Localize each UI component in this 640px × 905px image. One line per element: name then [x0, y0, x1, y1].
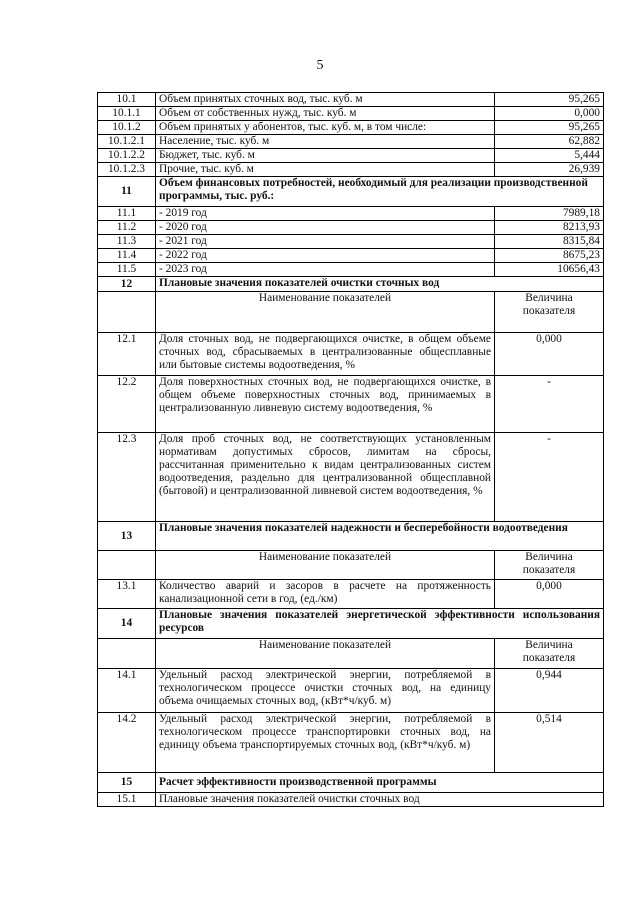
row-name: Доля сточных вод, не подвергающихся очистке, в общем объеме сточных вод, сбрасываемых в централизованные общесплавные или бытовые системы водоотведения, % — [156, 333, 495, 376]
row-number: 10.1.1 — [98, 107, 156, 121]
row-number: 10.1.2.3 — [98, 163, 156, 177]
row-value: 10656,43 — [495, 263, 604, 277]
row-name: - 2020 год — [156, 221, 495, 235]
column-header-name: Наименование показателей — [156, 292, 495, 333]
row-number: 14.2 — [98, 713, 156, 773]
table-row — [98, 93, 604, 107]
section-header-row — [98, 773, 604, 793]
row-value: 8675,23 — [495, 249, 604, 263]
row-value: 95,265 — [495, 121, 604, 135]
table-row — [98, 121, 604, 135]
section-number: 14 — [98, 609, 156, 639]
row-value: 8315,84 — [495, 235, 604, 249]
table-row — [98, 221, 604, 235]
column-header-row — [98, 292, 604, 333]
blank-cell — [98, 639, 156, 669]
row-name: Бюджет, тыс. куб. м — [156, 149, 495, 163]
row-value: 7989,18 — [495, 207, 604, 221]
blank-cell — [98, 292, 156, 333]
row-number: 11.1 — [98, 207, 156, 221]
row-number: 10.1 — [98, 93, 156, 107]
section-number: 13 — [98, 522, 156, 551]
row-number: 11.4 — [98, 249, 156, 263]
section-title: Объем финансовых потребностей, необходимый для реализации производственной программы, тыс. руб.: — [156, 177, 604, 207]
row-name: Объем принятых сточных вод, тыс. куб. м — [156, 93, 495, 107]
row-name: Количество аварий и засоров в расчете на протяженность канализационной сети в год, (ед./км) — [156, 580, 495, 609]
section-title: Плановые значения показателей надежности и бесперебойности водоотведения — [156, 522, 604, 551]
table-row — [98, 669, 604, 713]
row-name: Население, тыс. куб. м — [156, 135, 495, 149]
row-value: 62,882 — [495, 135, 604, 149]
table-row — [98, 135, 604, 149]
row-name: - 2023 год — [156, 263, 495, 277]
section-title: Плановые значения показателей очистки сточных вод — [156, 277, 604, 292]
table-row — [98, 235, 604, 249]
row-value: - — [495, 433, 604, 522]
table-row — [98, 376, 604, 433]
section-number: 11 — [98, 177, 156, 207]
row-value: 8213,93 — [495, 221, 604, 235]
row-name: Доля проб сточных вод, не соответствующих установленным нормативам допустимых сбросов, лимитам на сбросы, рассчитанная применительно к видам централизованных систем водоотведения, раздельно для централизованной общесплавной (бытовой) и централизованной ливневой систем водоотведения, % — [156, 433, 495, 522]
table-row — [98, 333, 604, 376]
row-value: 95,265 — [495, 93, 604, 107]
production-program-table — [97, 92, 604, 807]
row-value: 26,939 — [495, 163, 604, 177]
table-row — [98, 793, 604, 807]
row-value: 0,944 — [495, 669, 604, 713]
row-name: Прочие, тыс. куб. м — [156, 163, 495, 177]
row-number: 12.3 — [98, 433, 156, 522]
section-number: 15 — [98, 773, 156, 793]
section-number: 12 — [98, 277, 156, 292]
row-name: Объем от собственных нужд, тыс. куб. м — [156, 107, 495, 121]
page-number: 5 — [316, 58, 324, 73]
row-value: 5,444 — [495, 149, 604, 163]
table-row — [98, 207, 604, 221]
row-number: 11.2 — [98, 221, 156, 235]
section-header-row — [98, 522, 604, 551]
row-value: 0,000 — [495, 580, 604, 609]
column-header-name: Наименование показателей — [156, 639, 495, 669]
row-name: Объем принятых у абонентов, тыс. куб. м, в том числе: — [156, 121, 495, 135]
section-title: Плановые значения показателей энергетической эффективности использования ресурсов — [156, 609, 604, 639]
row-name: Удельный расход электрической энергии, потребляемой в технологическом процессе очистки сточных вод, на единицу объема очищаемых сточных вод, (кВт*ч/куб. м) — [156, 669, 495, 713]
row-number: 15.1 — [98, 793, 156, 807]
row-value: 0,000 — [495, 107, 604, 121]
table-row — [98, 163, 604, 177]
table-row — [98, 713, 604, 773]
row-name: Доля поверхностных сточных вод, не подвергающихся очистке, в общем объеме поверхностных сточных вод, принимаемых в централизованную ливневую систему водоотведения, % — [156, 376, 495, 433]
row-name: - 2021 год — [156, 235, 495, 249]
row-number: 10.1.2.1 — [98, 135, 156, 149]
row-number: 12.2 — [98, 376, 156, 433]
row-name: - 2022 год — [156, 249, 495, 263]
section-header-row — [98, 609, 604, 639]
row-number: 12.1 — [98, 333, 156, 376]
row-number: 14.1 — [98, 669, 156, 713]
blank-cell — [98, 551, 156, 580]
row-number: 13.1 — [98, 580, 156, 609]
column-header-row — [98, 639, 604, 669]
table-row — [98, 263, 604, 277]
section-header-row — [98, 277, 604, 292]
column-header-value: Величина показателя — [495, 639, 604, 669]
row-number: 11.3 — [98, 235, 156, 249]
row-name: Удельный расход электрической энергии, потребляемой в технологическом процессе транспортировки сточных вод, на единицу объема транспортируемых сточных вод, (кВт*ч/куб. м) — [156, 713, 495, 773]
row-number: 11.5 — [98, 263, 156, 277]
row-number: 10.1.2 — [98, 121, 156, 135]
row-value: 0,514 — [495, 713, 604, 773]
row-name: Плановые значения показателей очистки сточных вод — [156, 793, 604, 807]
column-header-row — [98, 551, 604, 580]
column-header-name: Наименование показателей — [156, 551, 495, 580]
table-row — [98, 107, 604, 121]
column-header-value: Величина показателя — [495, 292, 604, 333]
table-row — [98, 249, 604, 263]
row-value: - — [495, 376, 604, 433]
table-row — [98, 149, 604, 163]
column-header-value: Величина показателя — [495, 551, 604, 580]
section-header-row — [98, 177, 604, 207]
row-number: 10.1.2.2 — [98, 149, 156, 163]
row-value: 0,000 — [495, 333, 604, 376]
section-title: Расчет эффективности производственной программы — [156, 773, 604, 793]
table-row — [98, 580, 604, 609]
table-row — [98, 433, 604, 522]
row-name: - 2019 год — [156, 207, 495, 221]
